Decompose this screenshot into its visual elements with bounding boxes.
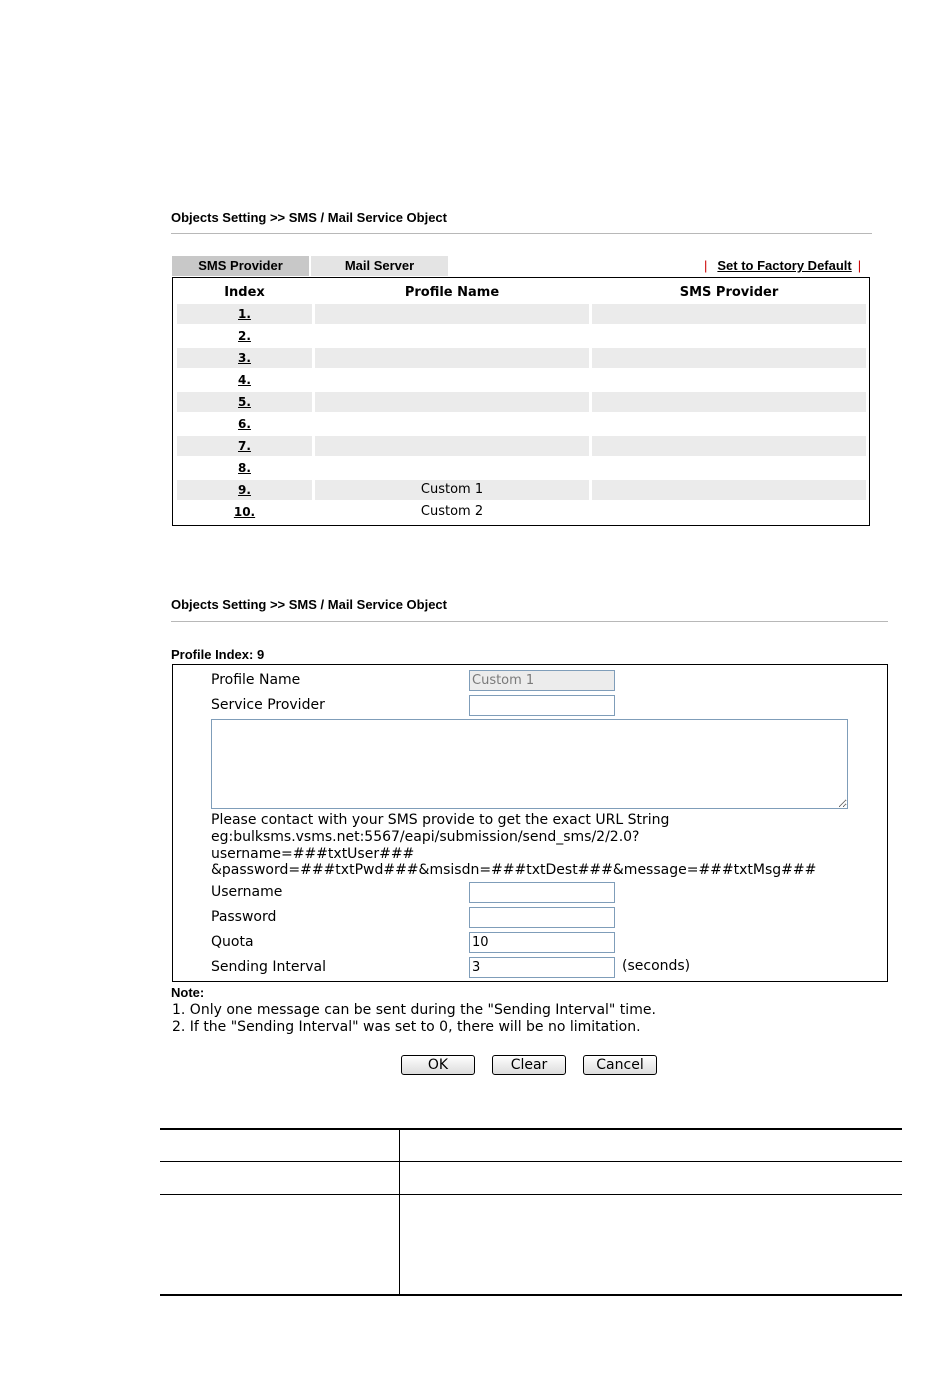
row-sms-provider [592,480,866,500]
table-row [177,348,867,368]
row-index-link[interactable]: 1. [238,307,251,321]
row-sms-provider [592,370,866,390]
url-hint-line-4: &password=###txtPwd###&msisdn=###txtDest###&message=###txtMsg### [211,862,817,878]
service-provider-input[interactable] [469,695,615,716]
row-index-link[interactable]: 6. [238,417,251,431]
username-label: Username [211,884,283,900]
profile-name-label: Profile Name [211,672,301,688]
row-index-link[interactable]: 7. [238,439,251,453]
profile-index-heading: Profile Index: 9 [171,647,265,662]
row-sms-provider [592,392,866,412]
doc-table-top-border [160,1128,902,1130]
row-profile-name [315,370,589,390]
section1-title: Objects Setting >> SMS / Mail Service Object [171,210,447,225]
table-row [177,370,867,390]
sms-provider-table [172,277,870,526]
username-input[interactable] [469,882,615,903]
table-row [177,414,867,434]
row-index-link[interactable]: 9. [238,483,251,497]
row-sms-provider [592,348,866,368]
quota-label: Quota [211,934,254,950]
password-input[interactable] [469,907,615,928]
section1-divider [171,233,872,234]
doc-table-column-divider [399,1130,400,1295]
quota-input[interactable] [469,932,615,953]
row-profile-name: Custom 1 [315,480,589,500]
row-sms-provider [592,436,866,456]
password-label: Password [211,909,277,925]
row-sms-provider [592,326,866,346]
row-profile-name [315,304,589,324]
sending-interval-label: Sending Interval [211,959,326,975]
row-index-link[interactable]: 5. [238,395,251,409]
tab-mail-server[interactable]: Mail Server [311,256,448,276]
table-row [177,326,867,346]
row-index-link[interactable]: 2. [238,329,251,343]
row-profile-name [315,436,589,456]
note-line-2: 2. If the "Sending Interval" was set to 0, there will be no limitation. [172,1019,641,1035]
row-profile-name [315,414,589,434]
note-title: Note: [171,985,205,1000]
url-hint-line-2: eg:bulksms.vsms.net:5567/eapi/submission/send_sms/2/2.0? [211,829,640,845]
sending-interval-unit: (seconds) [622,958,691,974]
doc-table-row-border [160,1161,902,1162]
doc-table-row-border [160,1194,902,1195]
tab-sms-provider[interactable]: SMS Provider [172,256,309,276]
row-profile-name [315,326,589,346]
row-index-link[interactable]: 8. [238,461,251,475]
set-to-factory-default-link[interactable]: Set to Factory Default [717,258,852,273]
row-profile-name [315,392,589,412]
sending-interval-input[interactable] [469,957,615,978]
doc-table-bottom-border [160,1294,902,1296]
row-sms-provider [592,502,866,522]
column-header-profile-name: Profile Name [404,285,500,300]
column-header-sms-provider: SMS Provider [679,285,779,300]
service-provider-label: Service Provider [211,697,325,713]
row-index-link[interactable]: 4. [238,373,251,387]
row-profile-name [315,348,589,368]
section2-title: Objects Setting >> SMS / Mail Service Object [171,597,447,612]
table-row [177,436,867,456]
table-row [177,304,867,324]
ok-button[interactable]: OK [401,1055,475,1075]
url-hint-line-1: Please contact with your SMS provide to get the exact URL String [211,812,670,828]
note-line-1: 1. Only one message can be sent during the "Sending Interval" time. [172,1002,656,1018]
row-index-link[interactable]: 3. [238,351,251,365]
table-row [177,458,867,478]
section2-divider [171,621,888,622]
row-sms-provider [592,458,866,478]
profile-name-input [469,670,615,691]
table-row [177,502,867,522]
row-sms-provider [592,414,866,434]
cancel-button[interactable]: Cancel [583,1055,657,1075]
row-sms-provider [592,304,866,324]
table-row [177,392,867,412]
row-profile-name: Custom 2 [420,504,484,519]
row-index-link[interactable]: 10. [233,505,256,519]
column-header-index: Index [224,285,265,300]
row-profile-name [315,458,589,478]
url-string-textarea[interactable] [211,719,848,809]
table-row [177,480,867,500]
factory-default-area: | Set to Factory Default | [704,258,862,273]
clear-button[interactable]: Clear [492,1055,566,1075]
url-hint-line-3: username=###txtUser### [211,846,415,862]
